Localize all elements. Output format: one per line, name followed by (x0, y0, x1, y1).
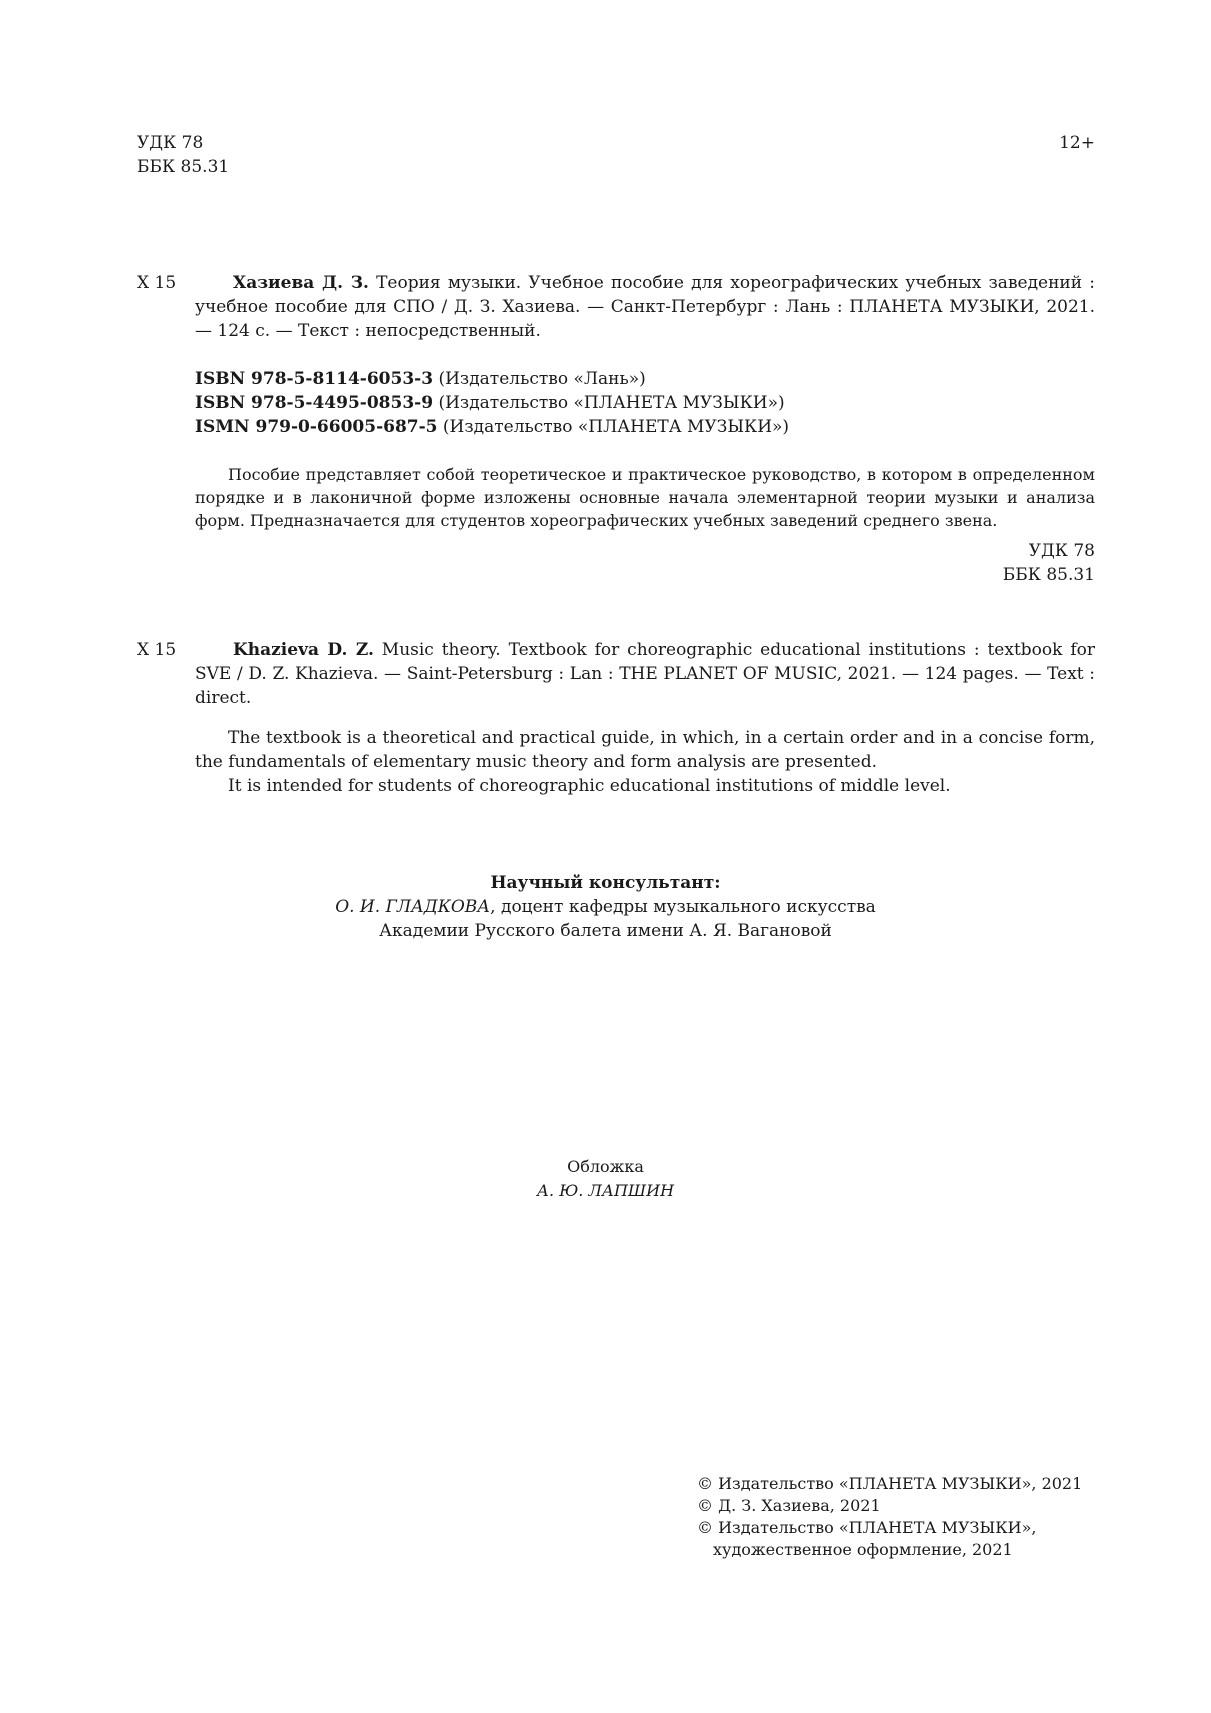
consultant-name: О. И. ГЛАДКОВА (335, 897, 491, 917)
udk-code: УДК 78 (1028, 541, 1095, 561)
en-bibliographic-record (195, 638, 1095, 710)
cover-credit (0, 1155, 1211, 1203)
age-rating: 12+ (1059, 133, 1095, 153)
ru-bibliographic-record (195, 271, 1095, 343)
en-record-text: Music theory. Textbook for choreographic educational institutions : textbook for SVE / D. Z. Khazieva. — Saint-Petersburg : Lan : THE PLANET OF MUSIC, 2021. — 124 pages. — Text : direct. (195, 640, 1095, 708)
en-entry-code: Х 15 (137, 640, 177, 660)
consultant-line (0, 895, 1211, 919)
en-annotation (195, 726, 1095, 798)
ru-author: Хазиева Д. З. (233, 273, 369, 293)
bbk-code: ББК 85.31 (137, 157, 230, 177)
cover-artist: А. Ю. ЛАПШИН (536, 1181, 675, 1200)
consultant-heading: Научный консультант: (490, 873, 721, 893)
isbn-line: ISBN 978-5-4495-0853-9 (Издательство «ПЛАНЕТА МУЗЫКИ») (195, 393, 785, 413)
copyright-line: © Издательство «ПЛАНЕТА МУЗЫКИ», художественное оформление, 2021 (697, 1518, 1037, 1559)
copyright-block (697, 1473, 1095, 1561)
copyright-line: © Д. З. Хазиева, 2021 (697, 1496, 881, 1515)
en-annotation-paragraph: The textbook is a theoretical and practical guide, in which, in a certain order and in a concise form, the fundamentals of elementary music theory and form analysis are presented. (195, 728, 1095, 772)
ru-annotation: Пособие представляет собой теоретическое и практическое руководство, в котором в определенном порядке и в лаконичной форме изложены основные начала элементарной теории музыки и анализа форм. Предназначается для студентов хореографических учебных заведений среднего звена. (195, 465, 1095, 530)
ru-entry-code: Х 15 (137, 273, 177, 293)
ru-classification-footer (1003, 539, 1095, 587)
copyright-line: © Издательство «ПЛАНЕТА МУЗЫКИ», 2021 (697, 1474, 1083, 1493)
consultant-position: , доцент кафедры музыкального искусства (490, 897, 876, 917)
isbn-line: ISBN 978-5-8114-6053-3 (Издательство «Лань») (195, 369, 646, 389)
isbn-list (195, 367, 789, 439)
consultant-institution: Академии Русского балета имени А. Я. Вагановой (379, 921, 832, 941)
bbk-code: ББК 85.31 (1002, 565, 1095, 585)
cover-label: Обложка (567, 1157, 644, 1176)
consultant-block (0, 871, 1211, 943)
udk-code: УДК 78 (137, 133, 204, 153)
classification-header (137, 131, 229, 179)
ismn-line: ISMN 979-0-66005-687-5 (Издательство «ПЛАНЕТА МУЗЫКИ») (195, 417, 790, 437)
en-author: Khazieva D. Z. (233, 640, 374, 660)
en-annotation-paragraph: It is intended for students of choreographic educational institutions of middle level. (228, 776, 951, 796)
ru-record-text: Теория музыки. Учебное пособие для хореографических учебных заведений : учебное пособие для СПО / Д. З. Хазиева. — Санкт-Петербург : Лань : ПЛАНЕТА МУЗЫКИ, 2021. — 124 с. — Текст : непосредственный. (195, 273, 1095, 341)
